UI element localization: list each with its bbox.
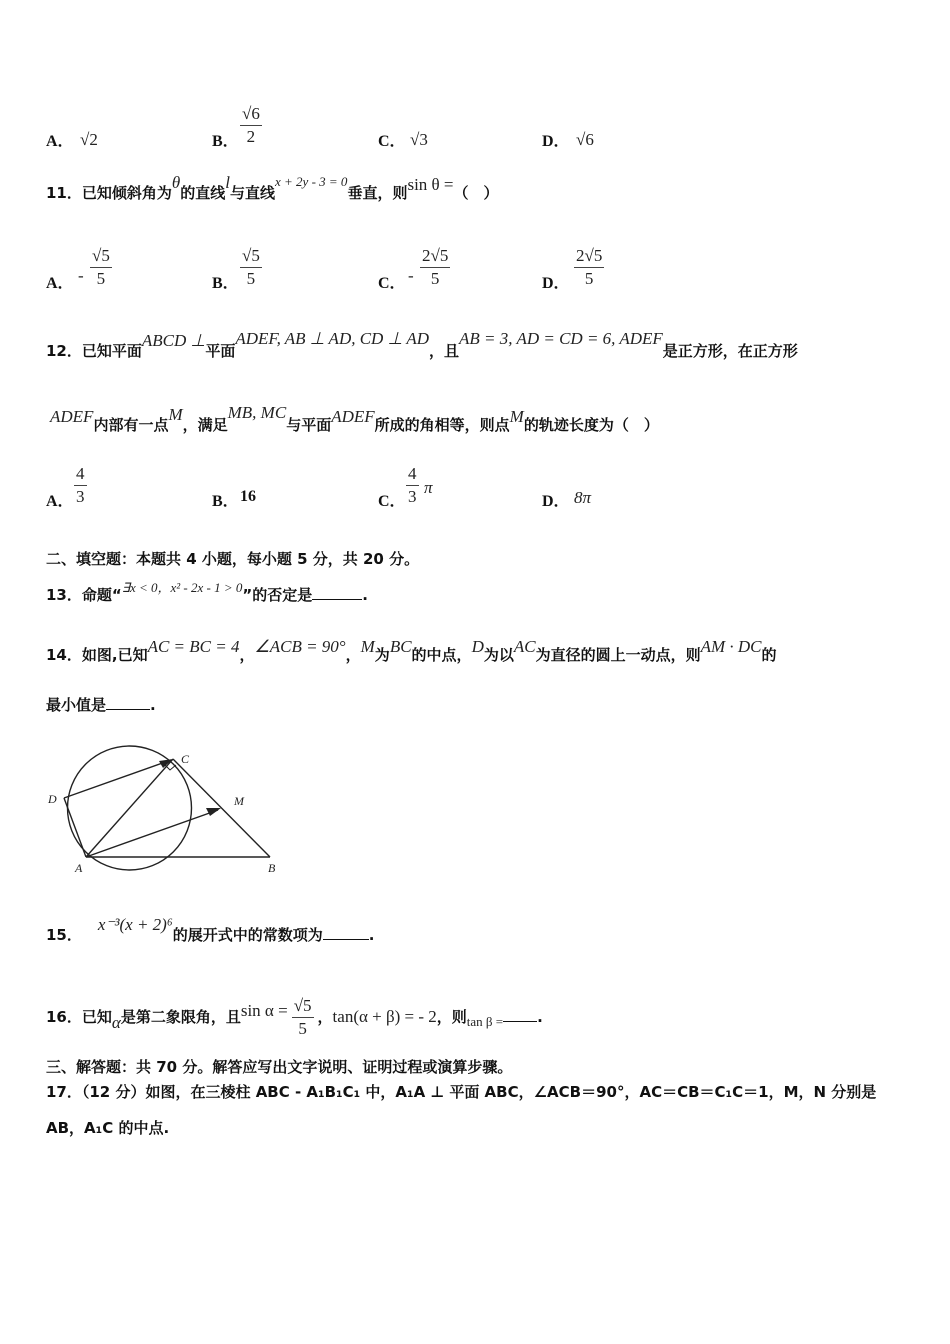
q12-math-7: ADEF (331, 407, 375, 426)
q14-figure-label-b: B (268, 861, 276, 875)
q13-end: . (362, 586, 368, 604)
q12-text-4: 是正方形，在正方形 (662, 342, 798, 360)
q12-stem-line2 (50, 403, 659, 435)
q10-option-b-label: B． (212, 133, 239, 150)
q12-option-b-label: B． (212, 493, 239, 510)
q11-option-c-num: 2√5 (420, 246, 450, 268)
q11-option-a-num: √5 (90, 246, 112, 268)
q11-text-2: 的直线 (180, 184, 226, 202)
q13-stem (46, 580, 368, 605)
q14-text-6: 的 (761, 646, 777, 664)
q11-option-a-den: 5 (96, 269, 106, 288)
q11-option-a-sign: - (78, 266, 84, 285)
q14-math-3: M (360, 637, 375, 656)
q16-comma: ， (317, 1008, 333, 1026)
q12-option-b-value: 16 (240, 488, 256, 505)
q12-text-5: 内部有一点 (93, 416, 169, 434)
q12-text-1: 已知平面 (81, 342, 142, 360)
q13-number: 13． (46, 586, 82, 604)
q15-number: 15． (46, 926, 82, 944)
q14-text-3: 的中点， (411, 646, 472, 664)
q14-stem-line1 (46, 637, 777, 665)
q11-option-d-label: D． (542, 275, 570, 292)
q14-math-7: AM · DC (700, 637, 762, 656)
q16-tan-sum: tan(α + β) = - 2 (332, 1007, 437, 1026)
q14-math-4: BC (389, 637, 412, 656)
q12-text-8: 所成的角相等，则点 (374, 416, 510, 434)
q14-math-5: D (471, 637, 484, 656)
q11-theta: θ (171, 173, 181, 192)
q14-math-2: ∠ACB = 90° (254, 637, 346, 656)
q10-option-a-value: √2 (80, 130, 98, 149)
q12-text-2: 平面 (205, 342, 236, 360)
q14-text-4: 为以 (483, 646, 514, 664)
q11-line-l: l (225, 173, 230, 192)
q10-option-b-den: 2 (246, 127, 256, 146)
q11-option-c-den: 5 (430, 269, 440, 288)
q16-end: . (537, 1008, 543, 1026)
q11-option-b-label: B． (212, 275, 239, 292)
q14-comma-1: ， (239, 646, 255, 664)
q16-stem (46, 996, 543, 1039)
q12-option-d-label: D． (542, 493, 570, 510)
q16-answer-blank[interactable] (503, 1009, 537, 1022)
q14-figure-ac (86, 759, 173, 857)
q16-alpha: α (111, 1013, 121, 1032)
q14-answer-blank[interactable] (106, 697, 150, 710)
q12-option-c-fraction (406, 464, 419, 507)
q13-answer-blank[interactable] (312, 587, 362, 600)
q12-option-a-num: 4 (74, 464, 87, 486)
q10-option-b-num: √6 (240, 104, 262, 126)
q14-figure-am-arrowhead (206, 808, 221, 816)
q15-text-1: 的展开式中的常数项为 (172, 926, 323, 944)
q16-den: 5 (298, 1019, 307, 1038)
q12-math-8: M (509, 407, 524, 426)
q14-number: 14． (46, 646, 82, 664)
q14-text-2: 为 (374, 646, 390, 664)
section-2-heading: 二、填空题：本题共 4 小题，每小题 5 分，共 20 分。 (46, 550, 420, 568)
q11-option-b-den: 5 (246, 269, 256, 288)
q16-text-2: 是第二象限角，且 (120, 1008, 241, 1026)
q14-text-1: 如图,已知 (81, 646, 148, 664)
q11-option-b-fraction (240, 246, 262, 289)
q12-text-3: ，且 (429, 342, 460, 360)
q12-math-2: ADEF, AB ⊥ AD, CD ⊥ AD (235, 329, 429, 348)
q15-answer-blank[interactable] (323, 927, 369, 940)
q14-text-5: 为直径的圆上一动点，则 (535, 646, 701, 664)
q16-text-3: ，则 (436, 1008, 467, 1026)
section-3-heading: 三、解答题：共 70 分。解答应写出文字说明、证明过程或演算步骤。 (46, 1058, 513, 1076)
q11-option-d-fraction (574, 246, 604, 289)
q11-option-b-num: √5 (240, 246, 262, 268)
q12-math-1: ABCD ⊥ (141, 331, 206, 350)
q14-math-1: AC = BC = 4 (147, 637, 240, 656)
q12-math-5: M (168, 405, 183, 424)
q10-option-b-fraction (240, 104, 262, 147)
q14-figure-label-a: A (75, 861, 83, 875)
q11-option-d-num: 2√5 (574, 246, 604, 268)
q14-text-7: 最小值是 (46, 696, 107, 714)
q11-text-4: 垂直，则 (347, 184, 408, 202)
q13-math: ∃x < 0，x² - 2x - 1 > 0 (121, 580, 243, 595)
q12-text-6: ，满足 (182, 416, 228, 434)
q14-comma-2: ， (345, 646, 361, 664)
q15-stem (46, 915, 375, 945)
q12-option-c-num: 4 (406, 464, 419, 486)
q11-line-equation: x + 2y - 3 = 0 (275, 174, 348, 189)
q10-option-a-label: A． (46, 133, 74, 150)
q14-figure-am-vector (86, 810, 218, 857)
q12-option-a-fraction (74, 464, 87, 507)
q10-option-d-label: D． (542, 133, 570, 150)
q17-line-1: 17．（12 分）如图，在三棱柱 ABC - A₁B₁C₁ 中，A₁A ⊥ 平面 ABC，∠ACB＝90°，AC＝CB＝C₁C＝1，M，N 分别是 (46, 1083, 877, 1101)
q11-text-1: 已知倾斜角为 (81, 184, 172, 202)
q12-option-c-label: C． (378, 493, 406, 510)
q11-number: 11． (46, 184, 82, 202)
q11-stem (46, 173, 499, 203)
q16-fraction (292, 996, 314, 1039)
q11-sin-theta: sin θ = (407, 175, 454, 194)
q10-option-d-value: √6 (576, 130, 594, 149)
q14-stem-line2 (46, 694, 156, 715)
q11-option-a-label: A． (46, 275, 74, 292)
q12-text-7: 与平面 (286, 416, 332, 434)
q12-option-a-den: 3 (76, 487, 85, 506)
q14-figure-ad (64, 798, 86, 857)
q12-option-c-pi: π (424, 478, 433, 497)
q15-math: x⁻³(x + 2)⁶ (97, 915, 173, 934)
q14-math-6: AC (513, 637, 536, 656)
q12-math-4: ADEF (50, 407, 94, 426)
q16-num: √5 (292, 996, 314, 1018)
q11-option-c-sign: - (408, 266, 414, 285)
q10-option-c-value: √3 (410, 130, 428, 149)
q13-text-2: ”的否定是 (242, 586, 313, 604)
q14-figure (40, 735, 290, 885)
q16-tan-beta: tan β = (466, 1014, 504, 1029)
q11-option-c-label: C． (378, 275, 406, 292)
q14-figure-cb (173, 759, 270, 857)
q12-option-a-label: A． (46, 493, 74, 510)
q11-option-d-den: 5 (584, 269, 594, 288)
q12-stem-line1 (46, 329, 798, 361)
q16-sin-alpha: sin α = (240, 1001, 288, 1020)
q10-option-c-label: C． (378, 133, 406, 150)
q17-line-2: AB，A₁C 的中点. (46, 1119, 170, 1137)
q12-math-6: MB, MC (227, 403, 287, 422)
q12-option-d-value: 8π (574, 488, 592, 507)
q12-number: 12． (46, 342, 82, 360)
q12-math-3: AB = 3, AD = CD = 6, ADEF (459, 329, 663, 348)
q15-end: . (368, 926, 375, 944)
q13-text-1: 命题“ (81, 586, 122, 604)
q14-figure-label-c: C (181, 752, 190, 766)
q11-option-c-fraction (420, 246, 450, 289)
q16-number: 16． (46, 1008, 82, 1026)
q11-text-3: 与直线 (230, 184, 276, 202)
q14-end: . (150, 696, 156, 714)
q16-text-1: 已知 (81, 1008, 112, 1026)
q12-option-c-den: 3 (408, 487, 417, 506)
q14-figure-label-m: M (234, 794, 244, 808)
q14-figure-label-d: D (48, 792, 57, 806)
q12-text-9: 的轨迹长度为（ ） (523, 416, 659, 434)
q11-option-a-fraction (90, 246, 112, 289)
q11-paren: （ ） (453, 184, 499, 202)
